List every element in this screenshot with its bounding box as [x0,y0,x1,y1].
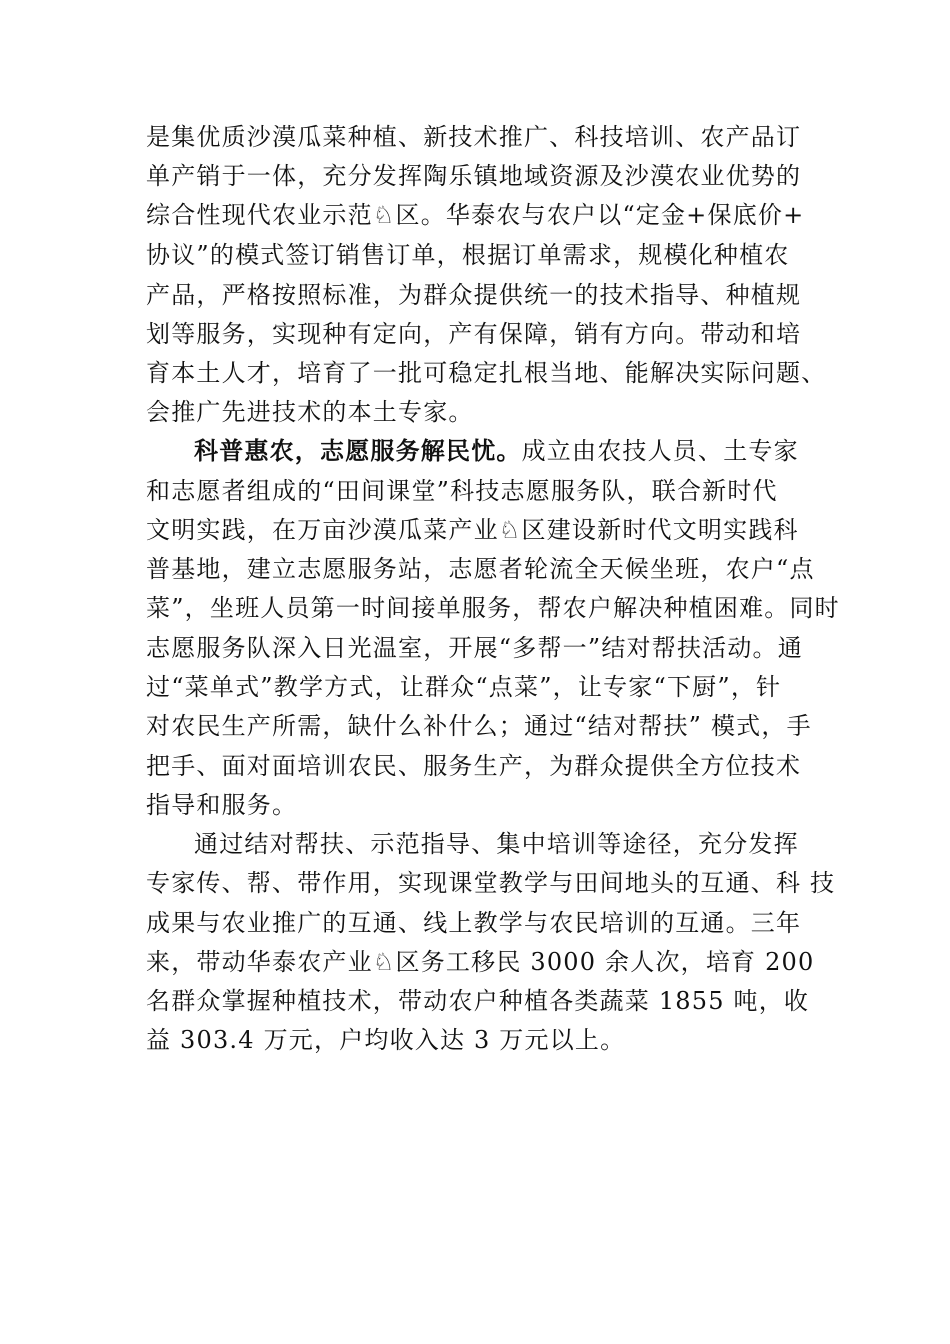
paragraph2-line: 文明实践，在万亩沙漠瓜菜产业♘区建设新时代文明实践科 [146,516,799,544]
paragraph2-first-line [194,436,799,466]
paragraph1-line: 协议”的模式签订销售订单，根据订单需求，规模化种植农 [146,241,790,269]
paragraph1-line: 会推广先进技术的本土专家。 [146,398,474,426]
paragraph2-heading: 科普惠农，志愿服务解民忧。 [194,436,522,465]
paragraph3-line: 通过结对帮扶、示范指导、集中培训等途径，充分发挥 [194,830,799,858]
paragraph3-line: 成果与农业推广的互通、线上教学与农民培训的互通。三年 [146,909,802,937]
paragraph1-line: 产品，严格按照标准，为群众提供统一的技术指导、种植规 [146,281,802,309]
paragraph2-line: 指导和服务。 [146,791,298,819]
paragraph2-line: 对农民生产所需，缺什么补什么；通过“结对帮扶” 模式，手 [146,712,812,740]
paragraph2-line: 菜”，坐班人员第一时间接单服务，帮农户解决种植困难。同时 [146,594,840,622]
paragraph1-line: 育本土人才，培育了一批可稳定扎根当地、能解决实际问题、 [146,359,827,387]
paragraph1-line: 划等服务，实现种有定向，产有保障，销有方向。带动和培 [146,320,802,348]
paragraph3-line: 专家传、帮、带作用，实现课堂教学与田间地头的互通、科 技 [146,869,836,897]
paragraph3-line: 益 303.4 万元，户均收入达 3 万元以上。 [146,1026,626,1054]
paragraph2-line: 把手、面对面培训农民、服务生产，为群众提供全方位技术 [146,752,802,780]
paragraph2-line: 和志愿者组成的“田间课堂”科技志愿服务队，联合新时代 [146,477,778,505]
paragraph3-line: 来，带动华泰农产业♘区务工移民 3000 余人次，培育 200 [146,948,815,976]
paragraph1-line: 综合性现代农业示范♘区。华泰农与农户以“定金+保底价+ [146,201,805,229]
paragraph2-line: 普基地，建立志愿服务站，志愿者轮流全天候坐班，农户“点 [146,555,815,583]
paragraph2-line: 志愿服务队深入日光温室，开展“多帮一”结对帮扶活动。通 [146,634,803,662]
paragraph1-line: 是集优质沙漠瓜菜种植、新技术推广、科技培训、农产品订 [146,123,802,151]
paragraph2-line: 过“菜单式”教学方式，让群众“点菜”，让专家“下厨”，针 [146,673,782,701]
paragraph3-line: 名群众掌握种植技术，带动农户种植各类蔬菜 1855 吨，收 [146,987,810,1015]
paragraph2-first-line-rest: 成立由农技人员、土专家 [521,437,799,465]
paragraph1-line: 单产销于一体，充分发挥陶乐镇地域资源及沙漠农业优势的 [146,162,802,190]
